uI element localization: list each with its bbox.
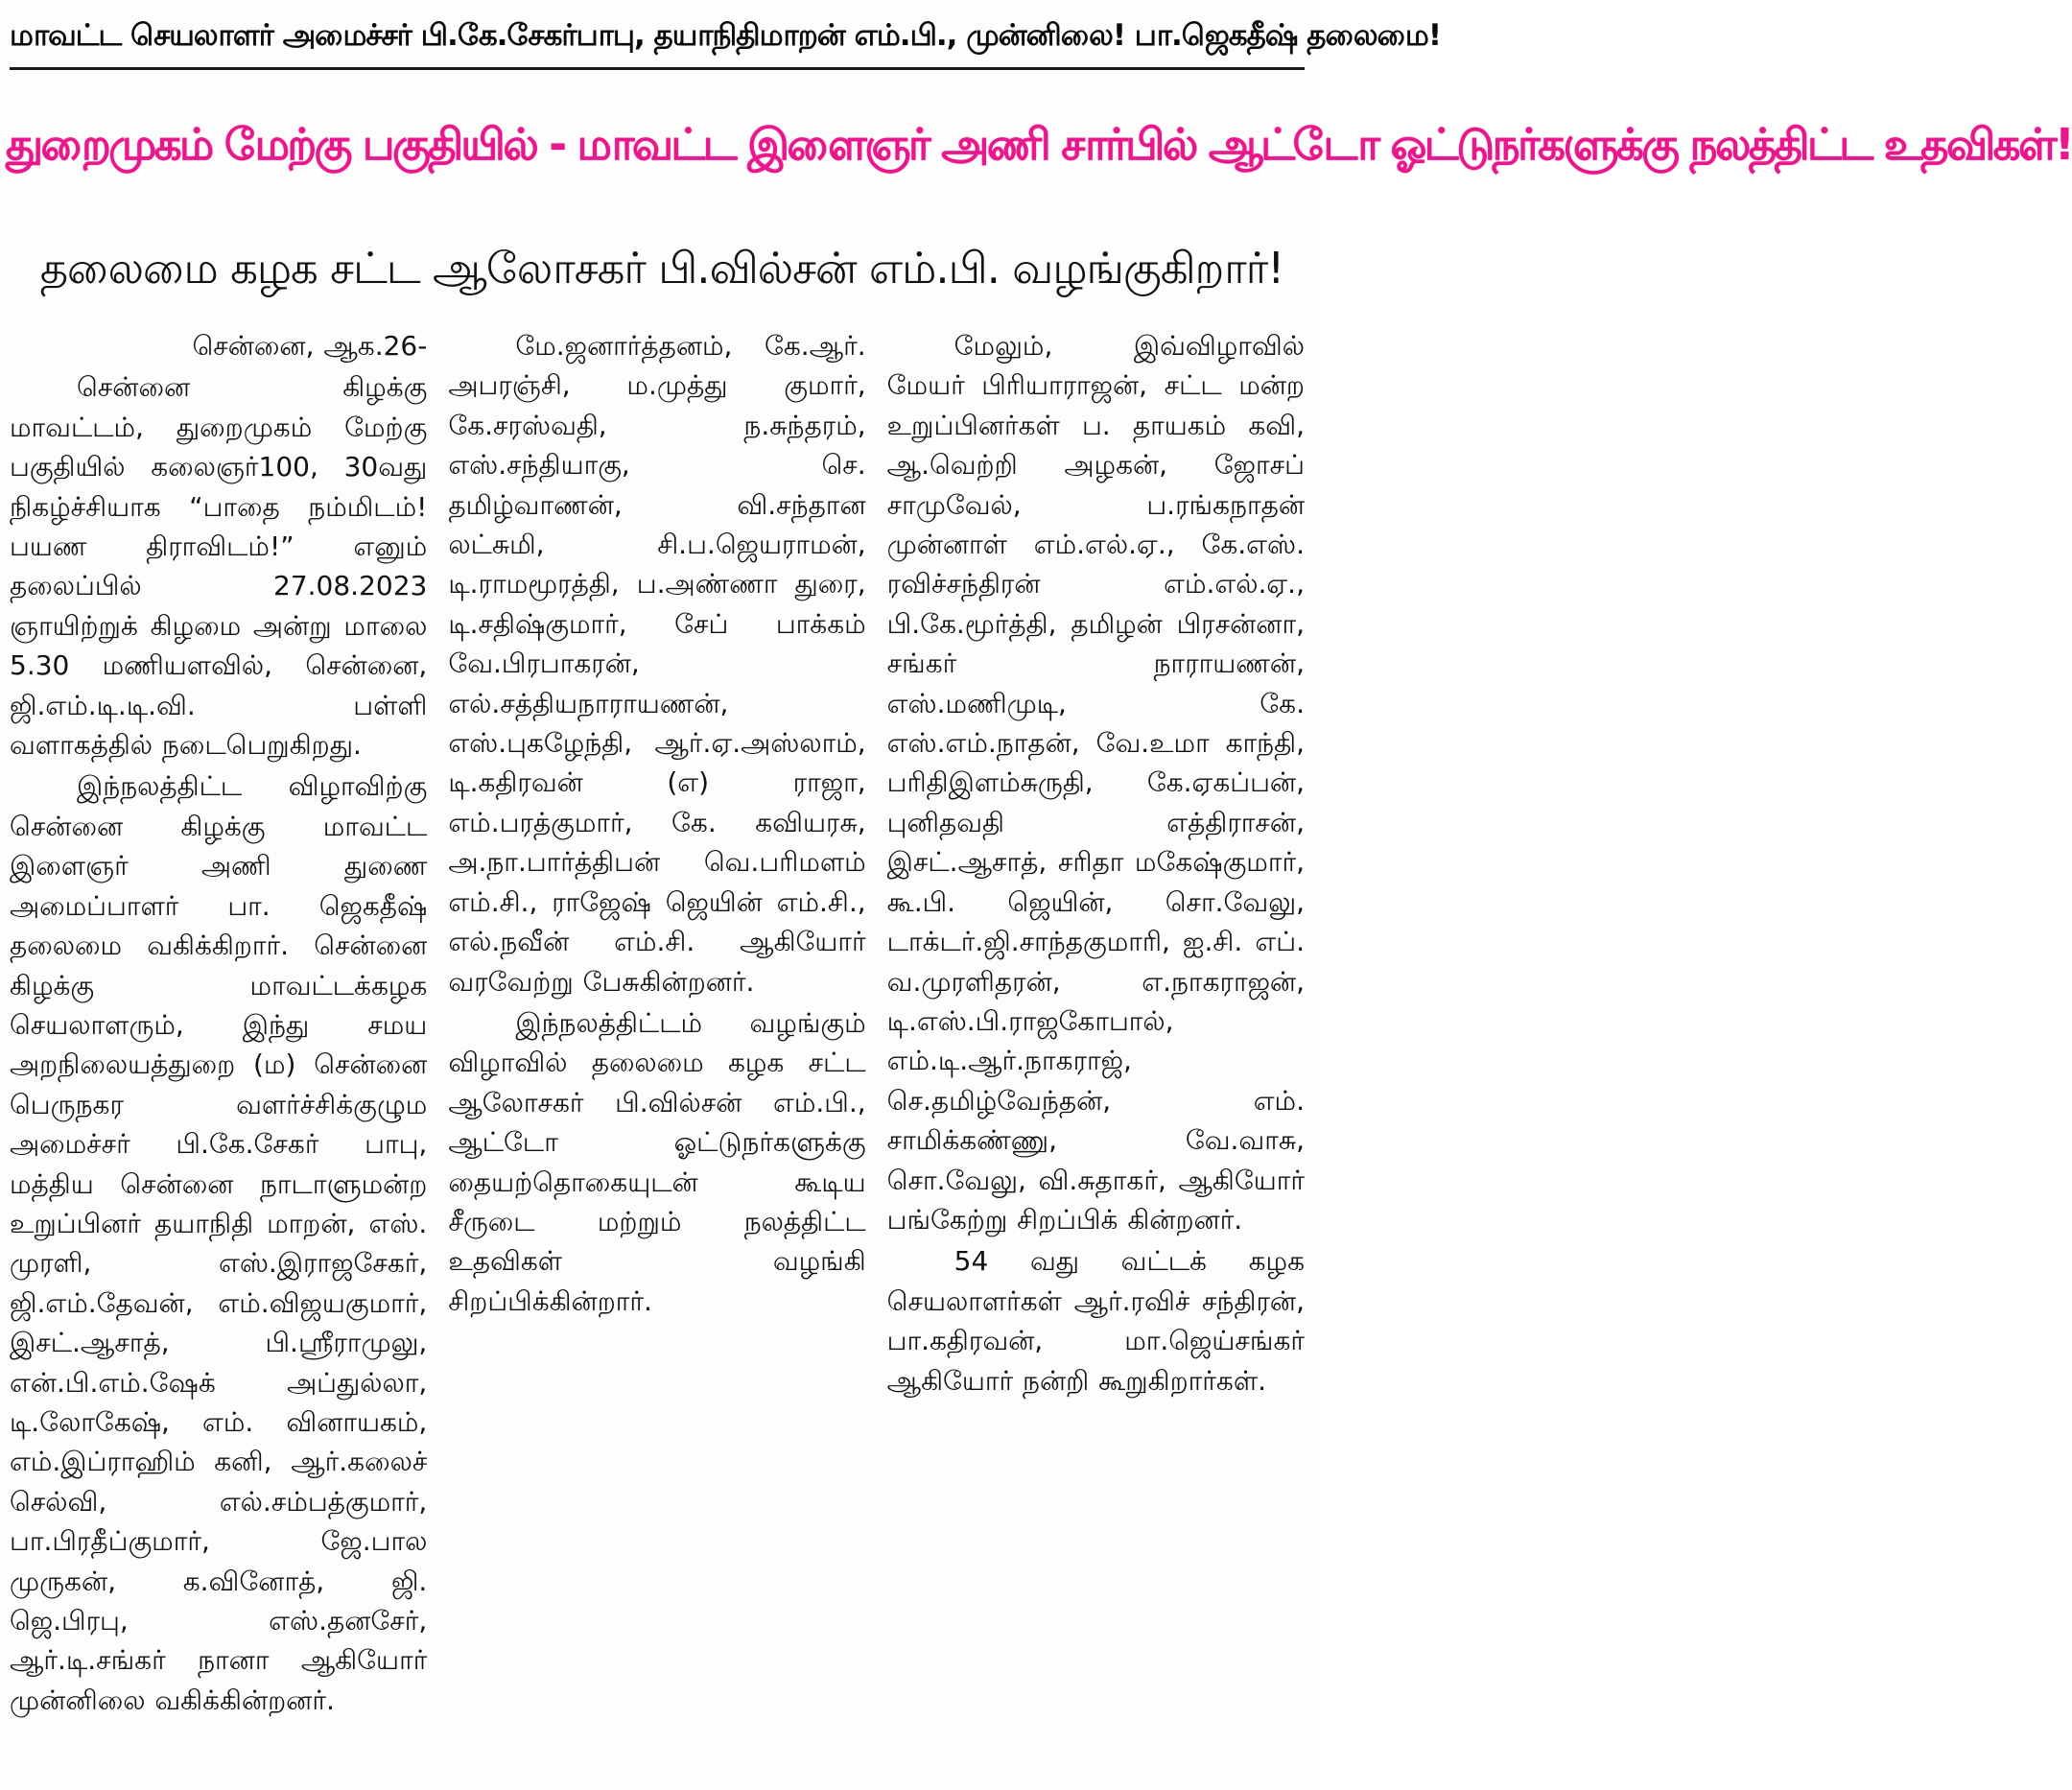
paragraph-2: இந்நலத்திட்ட விழாவிற்கு சென்னை கிழக்கு மாவட்ட இளைஞர் அணி துணை அமைப்பாளர் பா. ஜெகதீஷ் தலைமை வகிக்கிறார். சென்னை கிழக்கு மாவட்டக்கழக செயலாளரும், இந்து சமய அறநிலையத்துறை (ம) சென்னை பெருநகர வளர்ச்சிக்குழும அமைச்சர் பி.கே.சேகர் பாபு, மத்திய சென்னை நாடாளுமன்ற உறுப்பினர் தயாநிதி மாறன், எஸ். முரளி, எஸ்.இராஜசேகர், ஜி.எம்.தேவன், எம்.விஜயகுமார், இசட்.ஆசாத், பி.ஸ்ரீராமுலு, என்.பி.எம்.ஷேக் அப்துல்லா, டி.லோகேஷ், எம். வினாயகம், எம்.இப்ராஹிம் கனி, ஆர்.கலைச் செல்வி, எல்.சம்பத்குமார், பா.பிரதீப்குமார், ஜே.பால முருகன், க.வினோத், ஜி. ஜெ.பிரபு, எஸ்.தனசேர், ஆர்.டி.சங்கர் நானா ஆகியோர் முன்னிலை வகிக்கின்றனர். <box>10 770 428 1716</box>
paragraph-1: சென்னை கிழக்கு மாவட்டம், துறைமுகம் மேற்கு பகுதியில் கலைஞர்100, 30வது நிகழ்ச்சியாக “பாதை நம்மிடம்! பயண திராவிடம்!” எனும் தலைப்பில் 27.08.2023 ஞாயிற்றுக் கிழமை அன்று மாலை 5.30 மணியளவில், சென்னை, ஜி.எம்.டி.டி.வி. பள்ளி வளாகத்தில் நடைபெறுகிறது. <box>10 371 428 762</box>
column-3 <box>887 326 1305 1765</box>
paragraph-3: மே.ஜனார்த்தனம், கே.ஆர். அபரஞ்சி, ம.முத்து குமார், கே.சரஸ்வதி, ந.சுந்தரம், எஸ்.சந்தியாகு, செ. தமிழ்வாணன், வி.சந்தான லட்சுமி, சி.ப.ஜெயராமன், டி.ராமமூரத்தி, ப.அண்ணா துரை, டி.சதிஷ்குமார், சேப் பாக்கம் வே.பிரபாகரன், எல்.சத்தியநாராயணன், எஸ்.புகழேந்தி, ஆர்.ஏ.அஸ்லாம், டி.கதிரவன் (எ) ராஜா, எம்.பரத்குமார், கே. கவியரசு, அ.நா.பார்த்திபன் வெ.பரிமளம் எம்.சி., ராஜேஷ் ஜெயின் எம்.சி., எல்.நவீன் எம்.சி. ஆகியோர் வரவேற்று பேசுகின்றனர். <box>448 330 866 998</box>
subheadline: தலைமை கழக சட்ட ஆலோசகர் பி.வில்சன் எம்.பி. வழங்குகிறார்! <box>39 243 1284 294</box>
column-2 <box>448 326 865 1765</box>
paragraph-6: 54 வது வட்டக் கழக செயலாளர்கள் ஆர்.ரவிச் சந்திரன், பா.கதிரவன், மா.ஜெய்சங்கர் ஆகியோர் நன்றி கூறுகிறார்கள். <box>886 1245 1305 1397</box>
paragraph-4: இந்நலத்திட்டம் வழங்கும் விழாவில் தலைமை கழக சட்ட ஆலோசகர் பி.வில்சன் எம்.பி., ஆட்டோ ஓட்டுநர்களுக்கு தையற்தொகையுடன் கூடிய சீருடை மற்றும் நலத்திட்ட உதவிகள் வழங்கி சிறப்பிக்கின்றார். <box>448 1006 866 1317</box>
dateline: சென்னை, ஆக.26- <box>192 330 428 362</box>
headline: துறைமுகம் மேற்கு பகுதியில் - மாவட்ட இளைஞர் அணி சார்பில் ஆட்டோ ஓட்டுநர்களுக்கு நலத்திட்ட உதவிகள்! <box>6 119 2072 170</box>
column-1 <box>10 326 427 1765</box>
paragraph-5: மேலும், இவ்விழாவில் மேயர் பிரியாராஜன், சட்ட மன்ற உறுப்பினர்கள் ப. தாயகம் கவி, ஆ.வெற்றி அழகன், ஜோசப் சாமுவேல், ப.ரங்கநாதன் முன்னாள் எம்.எல்.ஏ., கே.எஸ். ரவிச்சந்திரன் எம்.எல்.ஏ., பி.கே.மூர்த்தி, தமிழன் பிரசன்னா, சங்கர் நாராயணன், எஸ்.மணிமுடி, கே. எஸ்.எம்.நாதன், வே.உமா காந்தி, பரிதிஇளம்சுருதி, கே.ஏகப்பன், புனிதவதி எத்திராசன், இசட்.ஆசாத், சரிதா மகேஷ்குமார், கூ.பி. ஜெயின், சொ.வேலு, டாக்டர்.ஜி.சாந்தகுமாரி, ஐ.சி. எப். வ.முரளிதரன், எ.நாகராஜன், டி.எஸ்.பி.ராஜகோபால், எம்.டி.ஆர்.நாகராஜ், செ.தமிழ்வேந்தன், எம். சாமிக்கண்ணு, வே.வாசு, சொ.வேலு, வி.சுதாகர், ஆகியோர் பங்கேற்று சிறப்பிக் கின்றனர். <box>886 330 1305 1236</box>
article-body <box>10 326 1305 1765</box>
kicker-line: மாவட்ட செயலாளர் அமைச்சர் பி.கே.சேகர்பாபு, தயாநிதிமாறன் எம்.பி., முன்னிலை! பா.ஜெகதீஷ் தலைமை! <box>10 4 1305 70</box>
